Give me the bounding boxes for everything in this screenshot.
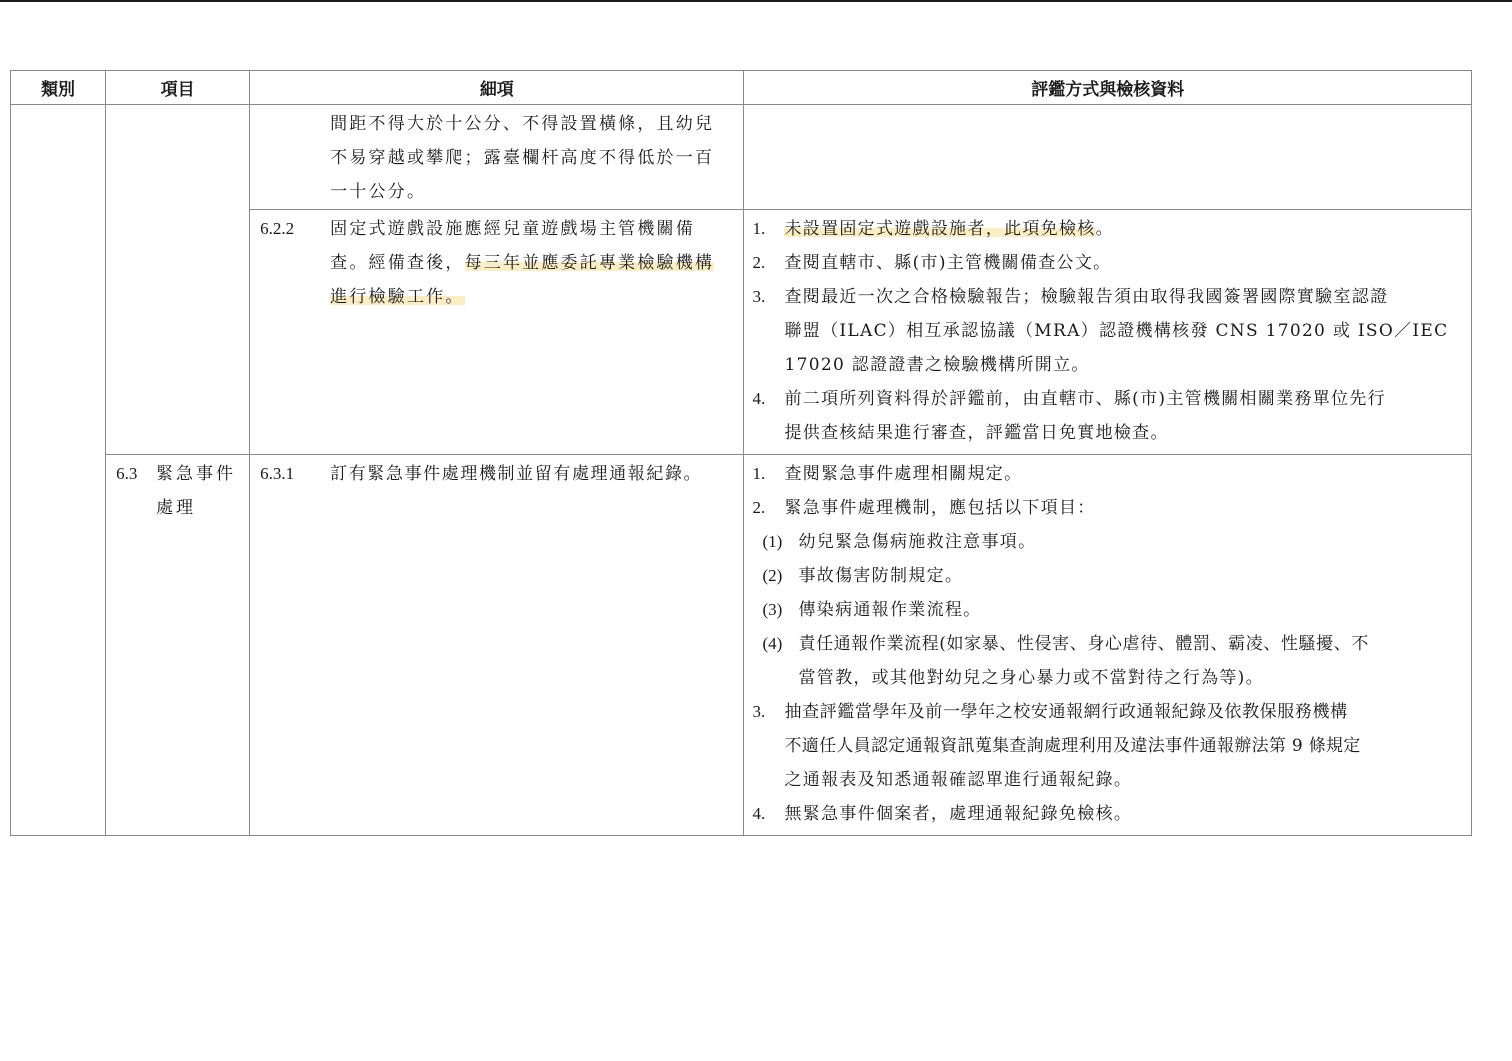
evaluation-cell xyxy=(744,455,1472,836)
evaluation-cell xyxy=(744,210,1472,455)
detail-line: 不易穿越或攀爬；露臺欄杆高度不得低於一百 xyxy=(330,148,715,168)
category-cell xyxy=(11,105,106,836)
detail-number: 6.2.2 xyxy=(260,219,295,238)
evaluation-subitem: (3) 傳染病通報作業流程。 xyxy=(762,600,982,620)
header-evaluation: 評鑑方式與檢核資料 xyxy=(744,71,1472,105)
table-row xyxy=(11,455,1472,836)
detail-line: 一十公分。 xyxy=(330,182,427,202)
highlighted-text: 進行檢驗工作。 xyxy=(330,287,465,307)
top-edge-bar xyxy=(0,0,1512,2)
item-cell-empty xyxy=(106,105,250,455)
detail-line: 間距不得大於十公分、不得設置橫條，且幼兒 xyxy=(330,114,715,134)
header-category: 類別 xyxy=(11,71,106,105)
evaluation-item: 2. 查閱直轄市、縣(市)主管機關備查公文。 xyxy=(752,253,1112,273)
item-cell: 6.3 緊急事件 處理 xyxy=(106,455,250,836)
evaluation-subitem: (1) 幼兒緊急傷病施救注意事項。 xyxy=(762,532,1037,552)
evaluation-subitem: (4) 責任通報作業流程(如家暴、性侵害、身心虐待、體罰、霸凌、性騷擾、不 當管教，或其他對幼兒之身心暴力或不當對待之行為等)。 xyxy=(762,634,1369,688)
detail-line: 查。經備查後，每三年並應委託專業檢驗機構 xyxy=(330,253,715,273)
detail-number: 6.3.1 xyxy=(260,464,295,483)
detail-line xyxy=(330,280,735,314)
evaluation-item: 1. 未設置固定式遊戲設施者，此項免檢核。 xyxy=(752,219,1114,239)
detail-line: 固定式遊戲設施應經兒童遊戲場主管機關備 xyxy=(330,219,695,239)
detail-cell xyxy=(250,210,744,455)
header-detail: 細項 xyxy=(250,71,744,105)
header-item: 項目 xyxy=(106,71,250,105)
evaluation-item: 3. 抽查評鑑當學年及前一學年之校安通報網行政通報紀錄及依教保服務機構 不適任人員認定通報資訊蒐集查詢處理利用及違法事件通報辦法第 9 條規定 之通報表及知悉通報確認單進行通報紀錄。 xyxy=(752,702,1361,790)
evaluation-item: 2. 緊急事件處理機制，應包括以下項目： xyxy=(752,498,1096,518)
evaluation-cell-empty xyxy=(744,105,1472,210)
highlighted-text: 每三年並應委託專業檢驗機構 xyxy=(464,253,715,273)
evaluation-item: 4. 無緊急事件個案者，處理通報紀錄免檢核。 xyxy=(752,804,1133,824)
evaluation-subitem: (2) 事故傷害防制規定。 xyxy=(762,566,964,586)
table-header-row xyxy=(11,71,1472,105)
evaluation-item: 4. 前二項所列資料得於評鑑前，由直轄市、縣(市)主管機關相關業務單位先行 提供查核結果進行審查，評鑑當日免實地檢查。 xyxy=(752,389,1386,443)
evaluation-item: 1. 查閱緊急事件處理相關規定。 xyxy=(752,464,1023,484)
detail-cell xyxy=(250,105,744,210)
evaluation-table xyxy=(10,70,1472,836)
table-row xyxy=(11,105,1472,210)
item-number: 6.3 xyxy=(116,464,138,483)
highlighted-text: 未設置固定式遊戲設施者，此項免檢核 xyxy=(784,219,1096,239)
evaluation-item: 3. 查閱最近一次之合格檢驗報告；檢驗報告須由取得我國簽署國際實驗室認證 聯盟（ILAC）相互承認協議（MRA）認證機構核發 CNS 17020 或 ISO／IEC 17020 認證證書之檢驗機構所開立。 xyxy=(752,287,1449,375)
detail-cell: 6.3.1 訂有緊急事件處理機制並留有處理通報紀錄。 xyxy=(250,455,744,836)
